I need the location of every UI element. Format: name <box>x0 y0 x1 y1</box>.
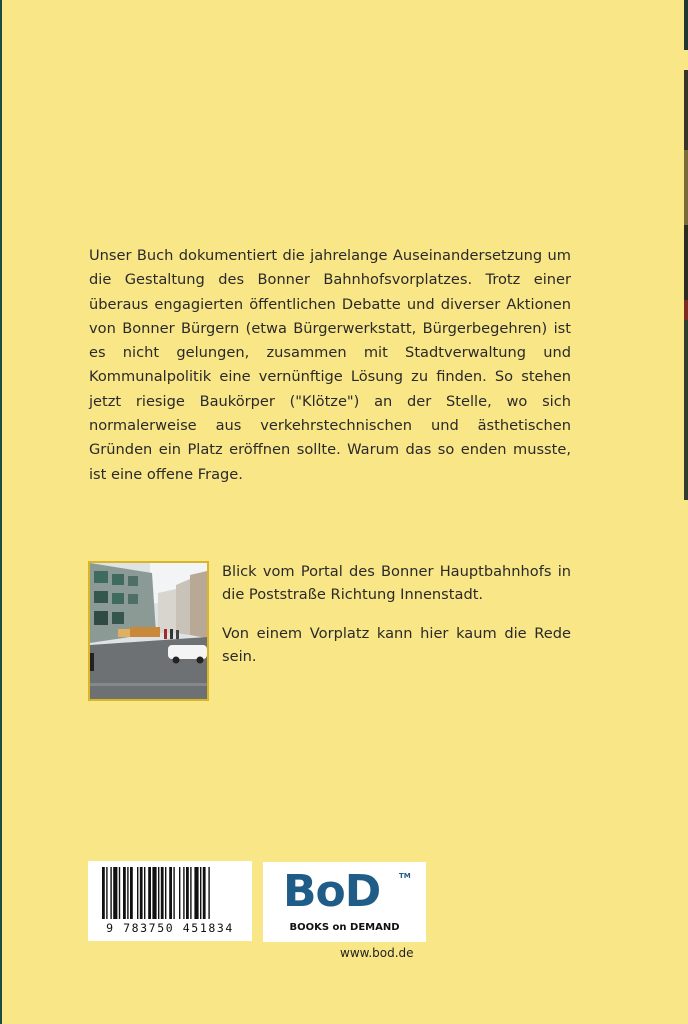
street-photo <box>88 561 209 701</box>
barcode-bar <box>106 867 107 919</box>
caption-line-1: Blick vom Portal des Bonner Hauptbahnhofs in die Poststraße Richtung Innenstadt. <box>222 563 571 603</box>
barcode-bar <box>152 867 156 919</box>
barcode-bar <box>173 867 174 919</box>
barcode-bar <box>200 867 201 919</box>
barcode-bar <box>158 867 159 919</box>
barcode-bar <box>144 867 145 919</box>
barcode-bar <box>102 867 105 919</box>
barcode-bar <box>127 867 128 919</box>
barcode-bar <box>194 867 198 919</box>
barcode-bar <box>179 867 180 919</box>
publisher-url: www.bod.de <box>340 946 414 960</box>
barcode-bar <box>123 867 126 919</box>
barcode-bar <box>203 867 206 919</box>
isbn-number: 9 783750 451834 <box>106 921 234 935</box>
barcode-bar <box>186 867 189 919</box>
barcode-bar <box>161 867 164 919</box>
barcode-bar <box>137 867 138 919</box>
barcode-bar <box>165 867 166 919</box>
barcode-bar <box>130 867 133 919</box>
barcode-bar <box>113 867 117 919</box>
photo-caption <box>222 560 571 684</box>
barcode-bar <box>208 867 209 919</box>
barcode-bar <box>119 867 120 919</box>
publisher-subtitle: BOOKS on DEMAND <box>289 922 400 933</box>
trademark-mark: TM <box>399 872 411 880</box>
publisher-logo-box <box>263 862 426 942</box>
bod-logo: BoD <box>283 866 381 917</box>
barcode-bar <box>169 867 172 919</box>
barcode-bar <box>183 867 184 919</box>
barcode-bar <box>140 867 143 919</box>
cover-right-edge <box>684 0 688 500</box>
isbn-barcode <box>88 861 252 941</box>
barcode-bar <box>148 867 151 919</box>
caption-line-2: Von einem Vorplatz kann hier kaum die Rede sein. <box>222 625 571 665</box>
barcode-bar <box>190 867 191 919</box>
barcode-bars <box>88 861 252 921</box>
cover-left-edge <box>0 0 2 1024</box>
book-blurb: Unser Buch dokumentiert die jahrelange Auseinandersetzung um die Gestaltung des Bonner Bahnhofsvorplatzes. Trotz einer überaus engagierten öffentlichen Debatte und diverser Aktionen von Bonner Bürgern (etwa Bürgerwerkstatt, Bürgerbegehren) ist es nicht gelungen, zusammen mit Stadtverwaltung und Kommunalpolitik eine vernünftige Lösung zu finden. So stehen jetzt riesige Baukörper ("Klötze") an der Stelle, wo sich normalerweise aus verkehrstechnischen und ästhetischen Gründen ein Platz eröffnen sollte. Warum das so enden musste, ist eine offene Frage. <box>89 247 571 483</box>
barcode-bar <box>110 867 111 919</box>
